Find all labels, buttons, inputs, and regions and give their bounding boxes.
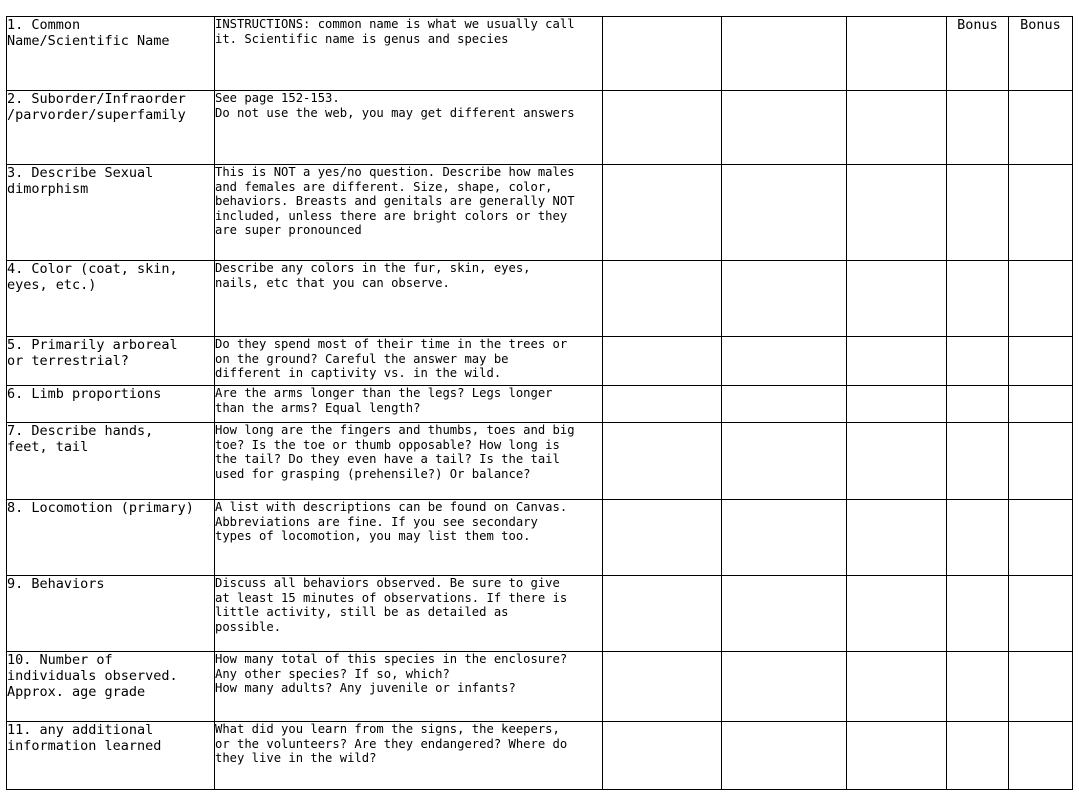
- answer-cell[interactable]: [603, 652, 722, 722]
- answer-cell[interactable]: [603, 91, 722, 165]
- answer-cell[interactable]: [603, 261, 722, 337]
- answer-cell[interactable]: [722, 423, 847, 500]
- bonus-cell[interactable]: [1009, 576, 1073, 652]
- question-cell: 9. Behaviors: [7, 576, 215, 652]
- instruction-cell: How many total of this species in the enclosure? Any other species? If so, which? How many adults? Any juvenile or infants?: [215, 652, 603, 722]
- answer-cell[interactable]: [847, 386, 947, 423]
- instruction-cell: INSTRUCTIONS: common name is what we usually call it. Scientific name is genus and species: [215, 17, 603, 91]
- bonus-cell[interactable]: [947, 165, 1009, 261]
- answer-cell[interactable]: [847, 165, 947, 261]
- bonus-header-2: Bonus: [1009, 17, 1073, 91]
- answer-cell[interactable]: [847, 423, 947, 500]
- answer-cell[interactable]: [722, 17, 847, 91]
- table-row: [7, 91, 1073, 165]
- instruction-cell: Are the arms longer than the legs? Legs longer than the arms? Equal length?: [215, 386, 603, 423]
- table-row: [7, 17, 1073, 91]
- answer-cell[interactable]: [847, 261, 947, 337]
- answer-cell[interactable]: [603, 386, 722, 423]
- answer-cell[interactable]: [603, 17, 722, 91]
- bonus-cell[interactable]: [1009, 386, 1073, 423]
- bonus-cell[interactable]: [947, 337, 1009, 386]
- answer-cell[interactable]: [722, 576, 847, 652]
- answer-cell[interactable]: [847, 652, 947, 722]
- question-cell: 2. Suborder/Infraorder /parvorder/superfamily: [7, 91, 215, 165]
- answer-cell[interactable]: [722, 652, 847, 722]
- answer-cell[interactable]: [847, 500, 947, 576]
- instruction-cell: Do they spend most of their time in the trees or on the ground? Careful the answer may be different in captivity vs. in the wild.: [215, 337, 603, 386]
- question-cell: 5. Primarily arboreal or terrestrial?: [7, 337, 215, 386]
- answer-cell[interactable]: [722, 722, 847, 790]
- answer-cell[interactable]: [603, 165, 722, 261]
- instruction-cell: What did you learn from the signs, the keepers, or the volunteers? Are they endangered? Where do they live in the wild?: [215, 722, 603, 790]
- answer-cell[interactable]: [603, 423, 722, 500]
- question-cell: 4. Color (coat, skin, eyes, etc.): [7, 261, 215, 337]
- question-cell: 6. Limb proportions: [7, 386, 215, 423]
- bonus-cell[interactable]: [947, 386, 1009, 423]
- bonus-cell[interactable]: [1009, 423, 1073, 500]
- question-cell: 10. Number of individuals observed. Approx. age grade: [7, 652, 215, 722]
- bonus-cell[interactable]: [1009, 91, 1073, 165]
- table-row: [7, 337, 1073, 386]
- answer-cell[interactable]: [722, 261, 847, 337]
- answer-cell[interactable]: [847, 17, 947, 91]
- bonus-cell[interactable]: [1009, 165, 1073, 261]
- bonus-header-1: Bonus: [947, 17, 1009, 91]
- table-row: [7, 386, 1073, 423]
- bonus-cell[interactable]: [1009, 337, 1073, 386]
- instruction-cell: How long are the fingers and thumbs, toes and big toe? Is the toe or thumb opposable? How long is the tail? Do they even have a tail? Is the tail used for grasping (prehensile?) Or balance?: [215, 423, 603, 500]
- answer-cell[interactable]: [722, 500, 847, 576]
- instruction-cell: Describe any colors in the fur, skin, eyes, nails, etc that you can observe.: [215, 261, 603, 337]
- table-row: [7, 576, 1073, 652]
- question-cell: 11. any additional information learned: [7, 722, 215, 790]
- answer-cell[interactable]: [722, 91, 847, 165]
- bonus-cell[interactable]: [1009, 261, 1073, 337]
- bonus-cell[interactable]: [947, 261, 1009, 337]
- bonus-cell[interactable]: [1009, 500, 1073, 576]
- question-cell: 3. Describe Sexual dimorphism: [7, 165, 215, 261]
- instruction-cell: See page 152-153. Do not use the web, you may get different answers: [215, 91, 603, 165]
- answer-cell[interactable]: [847, 576, 947, 652]
- instruction-cell: A list with descriptions can be found on Canvas. Abbreviations are fine. If you see secondary types of locomotion, you may list them too.: [215, 500, 603, 576]
- answer-cell[interactable]: [603, 337, 722, 386]
- bonus-cell[interactable]: [947, 423, 1009, 500]
- answer-cell[interactable]: [847, 91, 947, 165]
- answer-cell[interactable]: [847, 337, 947, 386]
- question-cell: 1. Common Name/Scientific Name: [7, 17, 215, 91]
- answer-cell[interactable]: [722, 165, 847, 261]
- table-row: [7, 722, 1073, 790]
- question-cell: 7. Describe hands, feet, tail: [7, 423, 215, 500]
- table-row: [7, 500, 1073, 576]
- bonus-cell[interactable]: [947, 722, 1009, 790]
- answer-cell[interactable]: [722, 386, 847, 423]
- table-row: [7, 261, 1073, 337]
- bonus-cell[interactable]: [947, 576, 1009, 652]
- answer-cell[interactable]: [603, 722, 722, 790]
- answer-cell[interactable]: [603, 500, 722, 576]
- table-row: [7, 165, 1073, 261]
- bonus-cell[interactable]: [1009, 722, 1073, 790]
- bonus-cell[interactable]: [947, 652, 1009, 722]
- bonus-cell[interactable]: [1009, 652, 1073, 722]
- instruction-cell: This is NOT a yes/no question. Describe how males and females are different. Size, shape, color, behaviors. Breasts and genitals are generally NOT included, unless there are bright colors or they are super pronounced: [215, 165, 603, 261]
- bonus-cell[interactable]: [947, 500, 1009, 576]
- table-row: [7, 652, 1073, 722]
- bonus-cell[interactable]: [947, 91, 1009, 165]
- answer-cell[interactable]: [722, 337, 847, 386]
- table-row: [7, 423, 1073, 500]
- instruction-cell: Discuss all behaviors observed. Be sure to give at least 15 minutes of observations. If there is little activity, still be as detailed as possible.: [215, 576, 603, 652]
- question-cell: 8. Locomotion (primary): [7, 500, 215, 576]
- answer-cell[interactable]: [847, 722, 947, 790]
- answer-cell[interactable]: [603, 576, 722, 652]
- observation-worksheet-table: [6, 16, 1073, 790]
